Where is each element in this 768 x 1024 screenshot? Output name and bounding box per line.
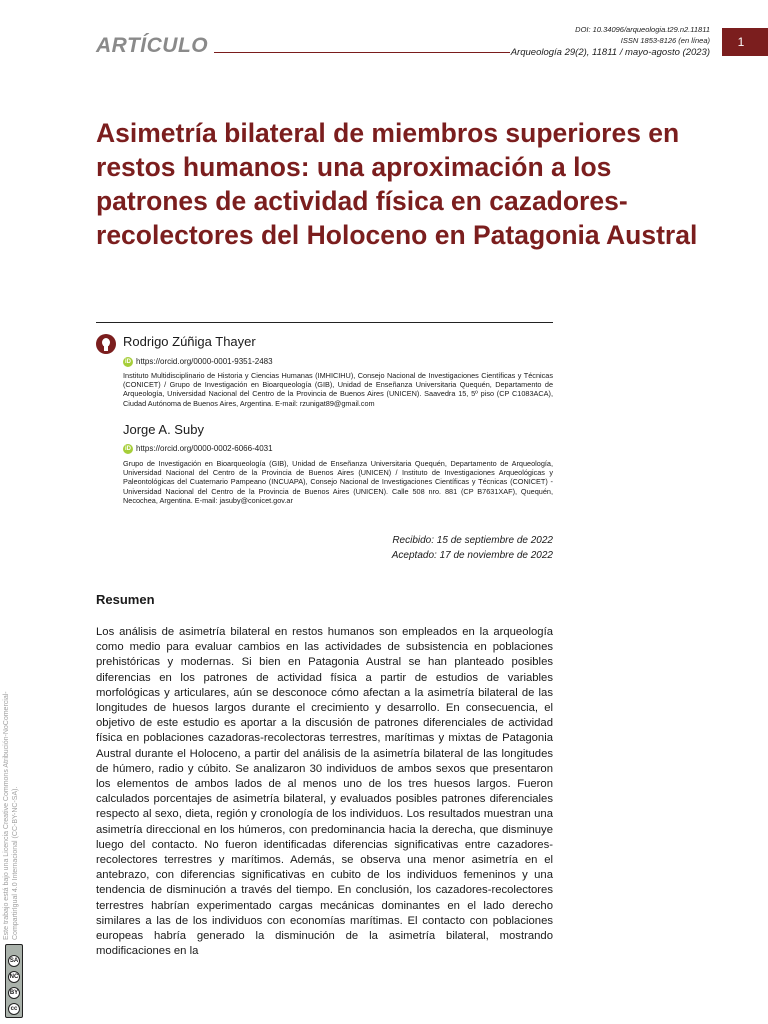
header-meta bbox=[511, 25, 710, 59]
license-text: Este trabajo está bajo una Licencia Creative Commons Atribución-NoComercial-CompartirIgual 4.0 Internacional (CC-BY-NC-SA). bbox=[3, 691, 19, 940]
author-orcid[interactable] bbox=[123, 357, 273, 367]
accepted-date: Aceptado: 17 de noviembre de 2022 bbox=[391, 550, 553, 561]
cc-icon: cc bbox=[8, 1003, 20, 1015]
author-name: Rodrigo Zúñiga Thayer bbox=[123, 334, 256, 349]
page-number: 1 bbox=[722, 28, 768, 56]
journal-citation: Arqueología 29(2), 11811 / mayo-agosto (2023) bbox=[510, 47, 710, 58]
author-orcid[interactable] bbox=[123, 444, 273, 454]
orcid-icon: iD bbox=[125, 359, 131, 365]
orcid-link[interactable]: https://orcid.org/0000-0001-9351-2483 bbox=[136, 357, 273, 367]
received-date: Recibido: 15 de septiembre de 2022 bbox=[392, 535, 553, 546]
author-affiliation: Instituto Multidisciplinario de Historia y Ciencias Humanas (IMHICIHU), Consejo Nacional de Investigaciones Científicas y Técnicas (CONICET) / Grupo de Investigación en Bioarqueología (GIB), Unidad de Enseñanza Universitaria Quequén, Departamento de Arqueología, Universidad Nacional del Centro de la Provincia de Buenos Aires (UNICEN). Saavedra 15, 5º piso (CP C1083ACA), Ciudad Autónoma de Buenos Aires, Argentina. E-mail: rzunigat89@gmail.com bbox=[123, 371, 553, 408]
author-pin-icon bbox=[96, 334, 116, 354]
abstract-heading: Resumen bbox=[96, 592, 155, 607]
author-name: Jorge A. Suby bbox=[123, 422, 204, 437]
issn: ISSN 1853-8126 (en línea) bbox=[620, 35, 710, 45]
section-label: ARTÍCULO bbox=[96, 34, 209, 57]
header-rule bbox=[214, 52, 510, 53]
doi[interactable]: DOI: 10.34096/arqueologia.t29.n2.11811 bbox=[575, 25, 710, 34]
article-title: Asimetría bilateral de miembros superiores en restos humanos: una aproximación a los patrones de actividad física en cazadores-recolectores del Holoceno en Patagonia Austral bbox=[96, 118, 698, 250]
by-icon: BY bbox=[8, 987, 20, 999]
nc-icon: NC bbox=[8, 971, 20, 983]
author-affiliation: Grupo de Investigación en Bioarqueología (GIB), Unidad de Enseñanza Universitaria Quequén, Departamento de Arqueología, Universidad Nacional del Centro de la Provincia de Buenos Aires (UNICEN) / Instituto de Investigaciones Arqueológicas y Paleontológicas del Cuaternario Pampeano (INCUAPA), Consejo Nacional de Investigaciones Científicas y Técnicas (CONICET) - Universidad Nacional del Centro de la Provincia de Buenos Aires (UNICEN). Calle 508 nro. 881 (CP B7631XAF), Quequén, Necochea, Argentina. E-mail: jasuby@conicet.gov.ar bbox=[123, 459, 553, 505]
submission-dates bbox=[392, 533, 553, 563]
orcid-icon: iD bbox=[125, 446, 131, 452]
cc-license-badge[interactable] bbox=[5, 944, 23, 1018]
author-divider bbox=[96, 322, 553, 323]
abstract-body: Los análisis de asimetría bilateral en restos humanos son empleados en la arqueología como medio para evaluar cambios en las actividades de subsistencia en poblaciones prehistóricas y modernas. Si bien en Patagonia Austral se han planteado posibles diferencias en los patrones de actividad física a partir de estudios de variables morfológicas y articulares, aún se desconoce cómo afectan a la asimetría bilateral de las longitudes de huesos largos durante el crecimiento y desarrollo. En consecuencia, el objetivo de este estudio es aportar a la discusión de patrones diferenciales de actividad física en poblaciones cazadoras-recolectoras terrestres, marítimas y mixtas de Patagonia Austral durante el Holoceno, a partir del análisis de la asimetría bilateral de las longitudes de húmero, radio y cúbito. Se analizaron 30 individuos de ambos sexos que presentaron los elementos de ambos lados de al menos uno de los tres huesos largos. Fueron calculados porcentajes de asimetría bilateral, y evaluados posibles patrones diferenciales respecto al sexo, dieta, región y cronología de los individuos. Los resultados muestran una asimetría direccional en los húmeros, con predominancia hacia la derecha, que disminuye luego del contacto. No fueron identificadas diferencias significativas entre cazadores-recolectores terrestres y marítimos. Además, se observa una menor asimetría en el antebrazo, con diferencias significativas en cubito de los individuos femeninos y una tendencia de disminución a través del tiempo. En conclusión, los cazadores-recolectores terrestres habrían experimentado cargas mecánicas dominantes en el lado derecho similares a las de los individuos con economías marítimas. El contacto con poblaciones europeas habría generado la disminución de la asimetría bilateral, mostrando modificaciones en la bbox=[96, 626, 553, 958]
orcid-link[interactable]: https://orcid.org/0000-0002-6066-4031 bbox=[136, 444, 273, 454]
sa-icon: SA bbox=[8, 955, 20, 967]
